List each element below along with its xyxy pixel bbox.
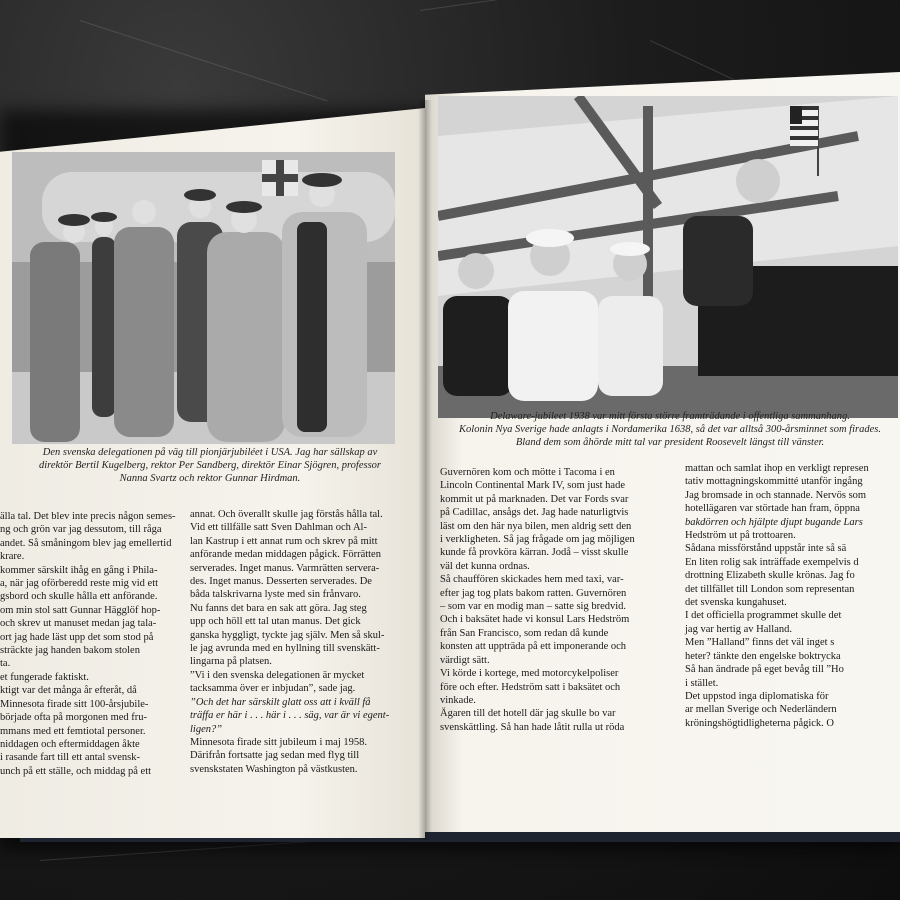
text-line: kröningshögtidligheterna pågick. O <box>685 717 835 729</box>
marble-vein <box>80 20 328 101</box>
text-line: des. Inget manus. Desserten serverades. De <box>190 576 372 588</box>
text-line: ng och grön var jag dessutom, till råga <box>0 524 162 536</box>
text-line: Och i baksätet hade vi konsul Lars Hedström <box>440 614 630 626</box>
text-line: värdigt sätt. <box>440 654 490 666</box>
text-line: mmans med ett femtiotal personer. <box>0 725 146 737</box>
text-line: ort jag hade läst upp det som stod på <box>0 631 154 643</box>
text-line: hotellägaren var störtade han fram, öppna <box>685 503 860 515</box>
photo-delaware-jubilee <box>438 96 898 418</box>
text-line: i rasande fart till ett antal svensk- <box>0 752 140 764</box>
photo-delegation <box>12 152 395 444</box>
text-line: efter jag tog plats bakom ratten. Guvernören <box>440 587 627 599</box>
caption-line: Nanna Svartz och rektor Gunnar Hirdman. <box>119 473 301 484</box>
text-line: Så chauffören skickades hem med taxi, var- <box>440 574 624 586</box>
text-line: Minnesota firade sitt jubileum i maj 1958. <box>190 736 368 748</box>
text-line: Guvernören kom och mötte i Tacoma i en <box>440 467 615 478</box>
text-line: kunde få provköra kärran. Jodå – visst skulle <box>440 547 629 559</box>
text-line: sträckte jag handen bakom stolen <box>0 645 140 657</box>
text-line: kommer särskilt ihåg en gång i Phila- <box>0 564 158 576</box>
text-line: tativ mottagningskommitté utanför ingång <box>685 476 863 488</box>
caption-line: Delaware-jubileet 1938 var mitt första större framträdande i offentliga sammanhang. <box>490 411 850 422</box>
text-line: ganska hyggligt, tyckte jag själv. Men så skul- <box>190 629 385 641</box>
text-line: Sådana missförstånd uppstår inte så sä <box>685 543 847 555</box>
text-line: Ägaren till det hotell där jag skulle bo var <box>440 708 616 720</box>
marble-vein <box>420 0 717 11</box>
text-line: ”Och det har särskilt glatt oss att i kväll få <box>190 696 371 708</box>
text-line: bakdörren och hjälpte djupt bugande Lars <box>685 516 863 528</box>
text-line: Hedström ut på trottoaren. <box>685 530 796 542</box>
text-line: kommit ut på marknaden. Det var Fords svar <box>440 493 629 505</box>
caption-line: Kolonin Nya Sverige hade anlagts i Nordamerika 1638, så det var alltså 300-årsminnet som firades. <box>459 424 881 435</box>
text-line: niddagen och eftermiddagen åkte <box>0 738 140 750</box>
text-line: svenskättling. Så han hade låtit rulla ut röda <box>440 721 625 733</box>
text-line: drottning Elizabeth skulle krönas. Jag fo <box>685 570 855 582</box>
text-line: väl det kunna ordnas. <box>440 560 530 572</box>
text-line: från San Francisco, som redan då kunde <box>440 627 609 639</box>
delegation-photo-drawing <box>12 152 395 444</box>
text-line: ”Vi i den svenska delegationen är mycket <box>190 669 365 681</box>
caption-line: Bland dem som åhörde mitt tal var president Roosevelt längst till vänster. <box>515 437 825 448</box>
text-line: konsten att uppträda på ett imponerande och <box>440 641 627 653</box>
text-line: Lincoln Continental Mark IV, som just hade <box>440 480 625 492</box>
text-line: i verkligheten. Så jag frågade om jag möjligen <box>440 534 635 546</box>
text-line: – som var en modig man – satte sig bredvid. <box>440 601 627 613</box>
text-line: annat. Och överallt skulle jag förstås hålla tal. <box>190 509 383 520</box>
text-line: läst om den här nya bilen, men aldrig sett den <box>440 520 632 532</box>
text-line: träffa er här i . . . här i . . . säg, var är vi egent- <box>190 710 390 722</box>
right-page-column-1 <box>440 466 676 734</box>
text-line: et fungerade faktiskt. <box>0 671 89 683</box>
text-line: serverades. Inget manus. Varmrätten servera- <box>190 562 380 574</box>
right-page-column-2 <box>685 462 900 730</box>
text-line: före och efter. Hedström satt i baksätet och <box>440 681 621 693</box>
left-page-column-2 <box>190 508 390 776</box>
text-line: ar mellan Sverige och Nederländern <box>685 704 837 716</box>
text-line: och skrev ut manuset medan jag tala- <box>0 618 157 630</box>
text-line: om min stol satt Gunnar Hägglöf hop- <box>0 604 161 616</box>
text-line: i stället. <box>685 677 719 689</box>
text-line: I det officiella programmet skulle det <box>685 610 842 622</box>
text-line: ligen?” <box>190 723 223 735</box>
caption-line: direktör Bertil Kugelberg, rektor Per Sandberg, direktör Einar Sjögren, professor <box>39 460 381 471</box>
text-line: Därifrån fortsatte jag sedan med flyg till <box>190 750 360 762</box>
text-line: Men ”Halland” finns det väl inget s <box>685 637 835 649</box>
text-line: le jag avrunda med en hyllning till svenskätt- <box>190 643 380 655</box>
caption-delaware-jubilee <box>440 410 900 449</box>
text-line: vinkade. <box>440 694 476 706</box>
text-line: krare. <box>0 551 25 563</box>
text-line: började ofta på morgonen med fru- <box>0 712 148 724</box>
text-line: upp och höll ett tal utan manus. Det gick <box>190 616 361 628</box>
text-line: En liten rolig sak inträffade exempelvis d <box>685 556 859 568</box>
text-line: andet. Så småningom blev jag emellertid <box>0 537 172 549</box>
jubilee-photo-drawing <box>438 96 898 418</box>
caption-delegation <box>20 446 400 485</box>
text-line: svenskstaten Washington på västkusten. <box>190 763 358 775</box>
text-line: heter? tänkte den engelske boktrycka <box>685 650 841 662</box>
text-line: båda talskrivarna lyste med sin frånvaro. <box>190 589 361 601</box>
text-line: mattan och samlat ihop en verkligt represen <box>685 463 869 474</box>
text-line: Minnesota firade sitt 100-årsjubile- <box>0 698 149 710</box>
text-line: jag var hertig av Halland. <box>685 623 792 635</box>
text-line: lan Kastrup i ett annat rum och skrev på mitt <box>190 535 378 547</box>
text-line: Så han ändrade på eget bevåg till ”Ho <box>685 664 844 676</box>
text-line: unch på ett ställe, och middag på ett <box>0 765 152 777</box>
text-line: gsbord och skulle hålla ett anförande. <box>0 591 158 603</box>
text-line: Nu fanns det bara en sak att göra. Jag steg <box>190 602 367 614</box>
book-gutter <box>418 100 432 840</box>
text-line: älla tal. Det blev inte precis någon semes- <box>0 511 176 522</box>
text-line: ktigt var det många år efteråt, då <box>0 685 137 697</box>
text-line: ta. <box>0 658 11 670</box>
left-page-column-1 <box>0 510 182 778</box>
text-line: på Cadillac, ansågs det. Jag hade naturligtvis <box>440 507 629 519</box>
text-line: det tillfället till London som representan <box>685 583 855 595</box>
text-line: Jag bromsade in och stannade. Nervös som <box>685 489 867 501</box>
text-line: Vi körde i kortege, med motorcykelpoliser <box>440 668 619 680</box>
text-line: anförande medan middagen pågick. Förrätten <box>190 549 381 561</box>
us-flag-icon <box>790 106 818 146</box>
text-line: tacksamma över er inbjudan”, sade jag. <box>190 683 356 695</box>
text-line: a, när jag oförberedd reste mig vid ett <box>0 578 159 590</box>
text-line: Vid ett tillfälle satt Sven Dahlman och Al- <box>190 522 367 534</box>
caption-line: Den svenska delegationen på väg till pionjärjubiléet i USA. Jag har sällskap av <box>42 447 378 458</box>
text-line: Det uppstod inga diplomatiska för <box>685 690 829 702</box>
text-line: lingarna på platsen. <box>190 656 272 668</box>
text-line: det svenska kungahuset. <box>685 597 787 609</box>
